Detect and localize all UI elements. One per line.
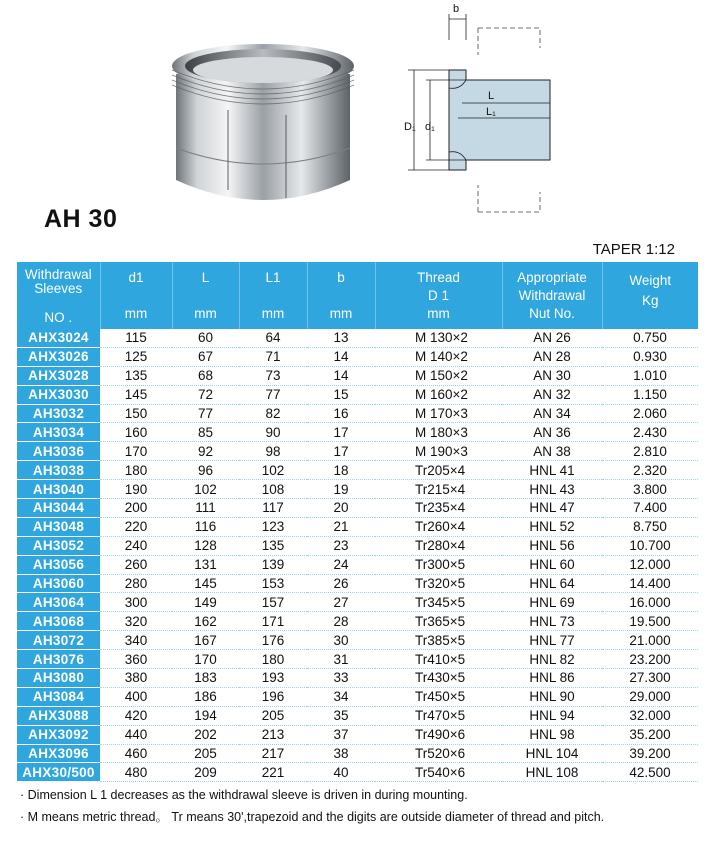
cell-nut: HNL 69	[502, 593, 602, 612]
cell-d1: 320	[100, 612, 172, 631]
header-label: Weight Kg	[629, 273, 672, 308]
cell-weight: 1.010	[602, 366, 698, 385]
cell-L1: 90	[239, 423, 307, 442]
cell-thread: M 180×3	[375, 423, 502, 442]
cell-b: 30	[307, 631, 375, 650]
cell-nut: HNL 56	[502, 536, 602, 555]
cell-nut: AN 28	[502, 347, 602, 366]
cell-b: 18	[307, 461, 375, 480]
cell-b: 17	[307, 442, 375, 461]
cell-L1: 73	[239, 366, 307, 385]
cell-sleeve-no: AH3048	[17, 517, 100, 536]
cell-b: 14	[307, 366, 375, 385]
cell-d1: 170	[100, 442, 172, 461]
cell-L: 149	[172, 593, 239, 612]
cell-nut: HNL 47	[502, 499, 602, 518]
cell-weight: 10.700	[602, 536, 698, 555]
cell-weight: 0.930	[602, 347, 698, 366]
cell-b: 21	[307, 517, 375, 536]
cell-b: 19	[307, 480, 375, 499]
table-row	[17, 366, 698, 385]
cell-L1: 77	[239, 385, 307, 404]
cell-L: 194	[172, 706, 239, 725]
cell-sleeve-no: AH3068	[17, 612, 100, 631]
cell-weight: 8.750	[602, 517, 698, 536]
cell-L: 128	[172, 536, 239, 555]
header-label: Withdrawal Sleeves	[24, 267, 92, 296]
cell-sleeve-no: AHX30/500	[17, 763, 100, 782]
cell-L1: 213	[239, 725, 307, 744]
cell-b: 37	[307, 725, 375, 744]
dimension-drawing	[400, 0, 580, 230]
header-unit: mm	[124, 306, 148, 321]
cell-d1: 135	[100, 366, 172, 385]
cell-thread: Tr520×6	[375, 744, 502, 763]
cell-L: 77	[172, 404, 239, 423]
cell-sleeve-no: AH3032	[17, 404, 100, 423]
cell-L1: 117	[239, 499, 307, 518]
cell-nut: AN 30	[502, 366, 602, 385]
cell-weight: 42.500	[602, 763, 698, 782]
cell-b: 14	[307, 347, 375, 366]
cell-b: 16	[307, 404, 375, 423]
cell-nut: HNL 86	[502, 669, 602, 688]
cell-nut: HNL 52	[502, 517, 602, 536]
cell-sleeve-no: AH3034	[17, 423, 100, 442]
cell-weight: 32.000	[602, 706, 698, 725]
cell-thread: Tr235×4	[375, 499, 502, 518]
cell-L1: 176	[239, 631, 307, 650]
cell-sleeve-no: AHX3028	[17, 366, 100, 385]
cell-L: 167	[172, 631, 239, 650]
specs-table	[17, 262, 698, 782]
cell-L1: 71	[239, 347, 307, 366]
cell-thread: Tr300×5	[375, 555, 502, 574]
cell-weight: 12.000	[602, 555, 698, 574]
table-row	[17, 404, 698, 423]
cell-L: 68	[172, 366, 239, 385]
cell-weight: 23.200	[602, 650, 698, 669]
label-L1: L₁	[486, 106, 496, 118]
cell-sleeve-no: AH3036	[17, 442, 100, 461]
cell-L1: 217	[239, 744, 307, 763]
cell-L: 96	[172, 461, 239, 480]
table-row	[17, 725, 698, 744]
header-b	[307, 262, 375, 329]
header-unit: mm	[261, 306, 285, 321]
cell-L1: 98	[239, 442, 307, 461]
cell-sleeve-no: AHX3026	[17, 347, 100, 366]
table-row	[17, 517, 698, 536]
cell-L: 85	[172, 423, 239, 442]
cell-L1: 135	[239, 536, 307, 555]
cell-weight: 2.810	[602, 442, 698, 461]
header-d1	[100, 262, 172, 329]
cell-d1: 125	[100, 347, 172, 366]
cell-d1: 220	[100, 517, 172, 536]
header-unit: mm	[329, 306, 353, 321]
header-unit: NO .	[44, 310, 73, 325]
cell-weight: 3.800	[602, 480, 698, 499]
cell-nut: HNL 104	[502, 744, 602, 763]
cell-d1: 380	[100, 669, 172, 688]
cell-nut: AN 26	[502, 329, 602, 347]
cell-nut: HNL 60	[502, 555, 602, 574]
cell-weight: 39.200	[602, 744, 698, 763]
cell-thread: Tr215×4	[375, 480, 502, 499]
cell-L: 60	[172, 329, 239, 347]
cell-weight: 35.200	[602, 725, 698, 744]
cell-thread: Tr205×4	[375, 461, 502, 480]
cell-weight: 27.300	[602, 669, 698, 688]
cell-L1: 180	[239, 650, 307, 669]
cell-L1: 193	[239, 669, 307, 688]
cell-L: 202	[172, 725, 239, 744]
table-row	[17, 669, 698, 688]
table-row	[17, 650, 698, 669]
cell-sleeve-no: AHX3030	[17, 385, 100, 404]
table-row	[17, 536, 698, 555]
table-row	[17, 480, 698, 499]
cell-L: 145	[172, 574, 239, 593]
cell-weight: 2.430	[602, 423, 698, 442]
cell-L1: 82	[239, 404, 307, 423]
cell-nut: AN 34	[502, 404, 602, 423]
cell-sleeve-no: AHX3024	[17, 329, 100, 347]
header-label: Appropriate Withdrawal Nut No.	[517, 270, 587, 321]
cell-thread: Tr470×5	[375, 706, 502, 725]
cell-L: 102	[172, 480, 239, 499]
cell-b: 23	[307, 536, 375, 555]
cell-d1: 200	[100, 499, 172, 518]
cell-sleeve-no: AH3044	[17, 499, 100, 518]
label-b: b	[452, 3, 460, 15]
table-row	[17, 744, 698, 763]
cell-nut: AN 38	[502, 442, 602, 461]
cell-sleeve-no: AH3080	[17, 669, 100, 688]
table-row	[17, 499, 698, 518]
cell-b: 15	[307, 385, 375, 404]
table-row	[17, 442, 698, 461]
cell-thread: Tr280×4	[375, 536, 502, 555]
header-label: d1	[128, 270, 144, 285]
cell-b: 40	[307, 763, 375, 782]
cell-weight: 14.400	[602, 574, 698, 593]
cell-b: 17	[307, 423, 375, 442]
cell-nut: HNL 64	[502, 574, 602, 593]
cell-L1: 102	[239, 461, 307, 480]
cell-sleeve-no: AHX3092	[17, 725, 100, 744]
cell-sleeve-no: AH3052	[17, 536, 100, 555]
cell-nut: HNL 98	[502, 725, 602, 744]
cell-b: 28	[307, 612, 375, 631]
table-row	[17, 329, 698, 347]
header-nut	[502, 262, 602, 329]
cell-weight: 19.500	[602, 612, 698, 631]
cell-thread: Tr410×5	[375, 650, 502, 669]
cell-thread: Tr430×5	[375, 669, 502, 688]
cell-L1: 221	[239, 763, 307, 782]
cell-weight: 7.400	[602, 499, 698, 518]
cell-d1: 150	[100, 404, 172, 423]
cell-nut: HNL 41	[502, 461, 602, 480]
cell-L: 162	[172, 612, 239, 631]
cell-L1: 108	[239, 480, 307, 499]
header-unit: mm	[427, 306, 450, 321]
cell-nut: HNL 43	[502, 480, 602, 499]
cell-weight: 2.060	[602, 404, 698, 423]
cell-sleeve-no: AH3076	[17, 650, 100, 669]
cell-L: 72	[172, 385, 239, 404]
cell-sleeve-no: AH3060	[17, 574, 100, 593]
table-row	[17, 385, 698, 404]
cell-sleeve-no: AH3084	[17, 687, 100, 706]
cell-d1: 240	[100, 536, 172, 555]
cell-sleeve-no: AH3040	[17, 480, 100, 499]
cell-nut: AN 32	[502, 385, 602, 404]
footnote: · Dimension L 1 decreases as the withdrawal sleeve is driven in during mounting.	[20, 788, 468, 802]
cell-weight: 29.000	[602, 687, 698, 706]
table-row	[17, 612, 698, 631]
cell-d1: 440	[100, 725, 172, 744]
cell-L1: 157	[239, 593, 307, 612]
cell-weight: 2.320	[602, 461, 698, 480]
cell-sleeve-no: AHX3088	[17, 706, 100, 725]
cell-L1: 205	[239, 706, 307, 725]
cell-nut: HNL 73	[502, 612, 602, 631]
table-row	[17, 461, 698, 480]
cell-nut: HNL 108	[502, 763, 602, 782]
cell-b: 38	[307, 744, 375, 763]
header-label: Thread D 1	[417, 270, 460, 303]
cell-thread: M 150×2	[375, 366, 502, 385]
cell-weight: 21.000	[602, 631, 698, 650]
cell-d1: 190	[100, 480, 172, 499]
page-title: AH 30	[44, 205, 118, 233]
cell-nut: HNL 94	[502, 706, 602, 725]
cell-thread: M 160×2	[375, 385, 502, 404]
cell-b: 33	[307, 669, 375, 688]
cell-b: 20	[307, 499, 375, 518]
table-row	[17, 423, 698, 442]
cell-d1: 180	[100, 461, 172, 480]
table-row	[17, 706, 698, 725]
cell-thread: Tr320×5	[375, 574, 502, 593]
cell-weight: 0.750	[602, 329, 698, 347]
cell-thread: Tr490×6	[375, 725, 502, 744]
cell-L: 170	[172, 650, 239, 669]
cell-sleeve-no: AHX3096	[17, 744, 100, 763]
cell-d1: 340	[100, 631, 172, 650]
cell-L: 131	[172, 555, 239, 574]
header-row	[17, 262, 698, 329]
cell-weight: 1.150	[602, 385, 698, 404]
header-label: b	[337, 270, 345, 285]
cell-thread: Tr345×5	[375, 593, 502, 612]
cell-sleeve-no: AH3064	[17, 593, 100, 612]
label-D1: D₁	[404, 121, 416, 133]
cell-nut: HNL 77	[502, 631, 602, 650]
cell-d1: 280	[100, 574, 172, 593]
cell-L1: 153	[239, 574, 307, 593]
cell-L: 205	[172, 744, 239, 763]
header-sleeve-no	[17, 262, 100, 329]
cell-b: 35	[307, 706, 375, 725]
cell-d1: 115	[100, 329, 172, 347]
cell-thread: M 140×2	[375, 347, 502, 366]
table-row	[17, 763, 698, 782]
label-L: L	[488, 90, 495, 102]
cell-thread: Tr450×5	[375, 687, 502, 706]
header-thread	[375, 262, 502, 329]
cell-thread: M 130×2	[375, 329, 502, 347]
cell-thread: Tr385×5	[375, 631, 502, 650]
cell-b: 26	[307, 574, 375, 593]
taper-label: TAPER 1:12	[592, 241, 675, 258]
header-label: L	[201, 270, 210, 285]
footnote: · M means metric thread。 Tr means 30',trapezoid and the digits are outside diameter of thread and pitch.	[20, 810, 605, 824]
cell-L: 183	[172, 669, 239, 688]
cell-L1: 123	[239, 517, 307, 536]
cell-L: 92	[172, 442, 239, 461]
cell-d1: 145	[100, 385, 172, 404]
cell-d1: 420	[100, 706, 172, 725]
table-row	[17, 593, 698, 612]
cell-b: 31	[307, 650, 375, 669]
table-row	[17, 574, 698, 593]
cell-L: 116	[172, 517, 239, 536]
cell-nut: HNL 90	[502, 687, 602, 706]
cell-b: 27	[307, 593, 375, 612]
cell-d1: 160	[100, 423, 172, 442]
cell-d1: 260	[100, 555, 172, 574]
cell-nut: HNL 82	[502, 650, 602, 669]
cell-L: 186	[172, 687, 239, 706]
header-weight	[602, 262, 698, 329]
cell-d1: 300	[100, 593, 172, 612]
cell-d1: 460	[100, 744, 172, 763]
cell-L: 111	[172, 499, 239, 518]
header-label: L1	[265, 270, 281, 285]
cell-sleeve-no: AH3072	[17, 631, 100, 650]
table-row	[17, 631, 698, 650]
cell-sleeve-no: AH3056	[17, 555, 100, 574]
cell-weight: 16.000	[602, 593, 698, 612]
cell-thread: M 190×3	[375, 442, 502, 461]
cell-thread: M 170×3	[375, 404, 502, 423]
table-row	[17, 347, 698, 366]
footnotes	[20, 784, 604, 828]
cell-b: 34	[307, 687, 375, 706]
cell-L1: 196	[239, 687, 307, 706]
table-row	[17, 687, 698, 706]
cell-thread: Tr540×6	[375, 763, 502, 782]
cell-thread: Tr260×4	[375, 517, 502, 536]
cell-d1: 400	[100, 687, 172, 706]
cell-b: 13	[307, 329, 375, 347]
specs-body	[17, 329, 698, 782]
header-L1	[239, 262, 307, 329]
cell-thread: Tr365×5	[375, 612, 502, 631]
cell-L: 67	[172, 347, 239, 366]
cell-d1: 360	[100, 650, 172, 669]
cell-nut: AN 36	[502, 423, 602, 442]
label-d1: d₁	[425, 121, 435, 133]
cell-L1: 139	[239, 555, 307, 574]
cell-b: 24	[307, 555, 375, 574]
cell-sleeve-no: AH3038	[17, 461, 100, 480]
header-unit: mm	[194, 306, 217, 321]
cell-d1: 480	[100, 763, 172, 782]
cell-L1: 171	[239, 612, 307, 631]
cell-L1: 64	[239, 329, 307, 347]
header-L	[172, 262, 239, 329]
cell-L: 209	[172, 763, 239, 782]
sleeve-photo	[168, 30, 358, 208]
table-row	[17, 555, 698, 574]
